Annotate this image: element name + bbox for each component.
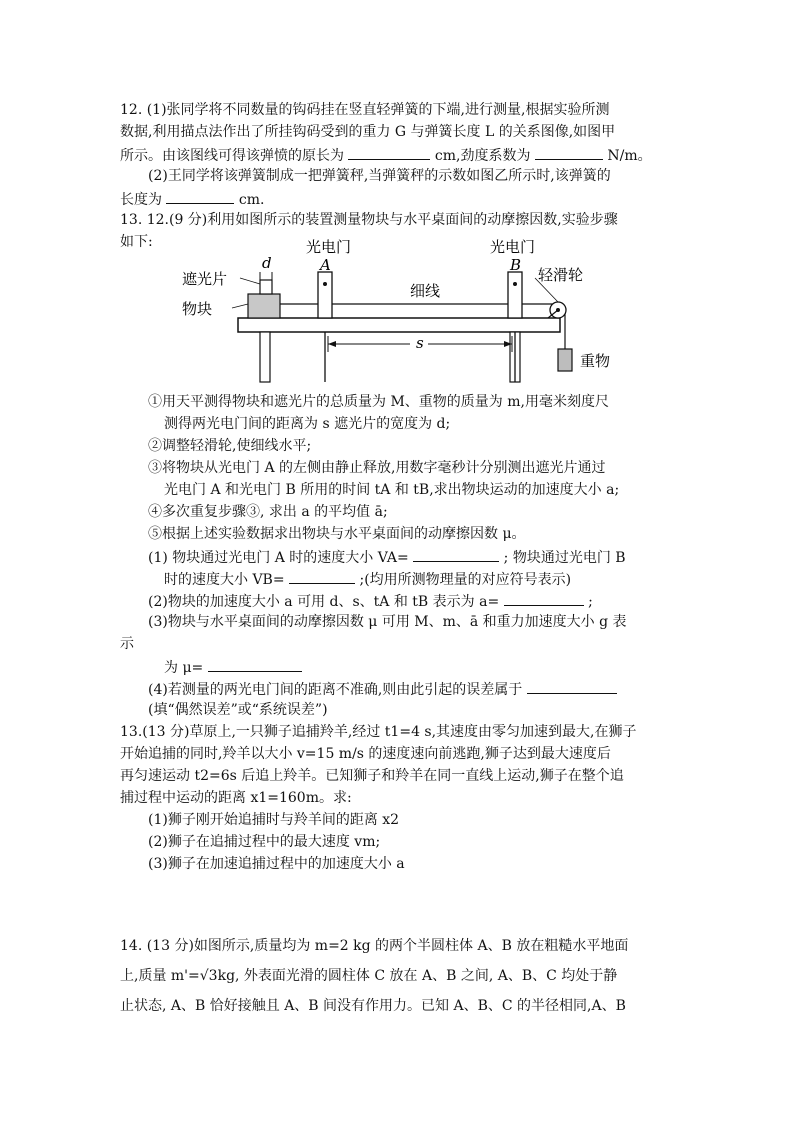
answer-blank [413,546,499,562]
q14-line-3: 止状态, A、B 恰好接触且 A、B 间没有作用力。已知 A、B、C 的半径相同,A、B [120,998,626,1014]
q13b-sub-1: (1)狮子刚开始追捕时与羚羊间的距离 x2 [148,812,400,828]
step-3b: 光电门 A 和光电门 B 所用的时间 tA 和 tB,求出物块运动的加速度大小 a; [164,482,620,498]
answer-blank [504,590,584,606]
q12-line-1: 12. (1)张同学将不同数量的钩码挂在竖直轻弹簧的下端,进行测量,根据实验所测 [120,102,610,118]
part-1-line-2 [164,568,571,590]
part-text: (2)物块的加速度大小 a 可用 d、s、tA 和 tB 表示为 a= [148,594,500,610]
q13b-sub-3: (3)狮子在加速追捕过程中的加速度大小 a [148,856,405,872]
table-leg [260,332,270,382]
q12-text: cm. [238,192,265,208]
step-4: ④多次重复步骤③, 求出 a 的平均值 ā; [148,504,388,520]
q13a-line-1: 13. 12.(9 分)利用如图所示的装置测量物块与水平桌面间的动摩擦因数,实验步骤 [120,212,618,228]
part-3-line-3 [164,656,302,678]
part-3-line-2: 示 [120,636,134,652]
photogate-a [318,272,332,318]
block-label: 物块 [182,300,213,318]
part-text: 时的速度大小 VB= [164,572,285,588]
answer-blank [527,678,617,694]
apparatus-figure [170,232,650,392]
part-text: (4)若测量的两光电门间的距离不准确,则由此引起的误差属于 [148,682,523,698]
step-1b: 测得两光电门间的距离为 s 遮光片的宽度为 d; [164,416,451,432]
q13b-line-4: 捕过程中运动的距离 x1=160m。求: [120,790,352,806]
width-d-label: d [262,254,272,272]
q14-line-1: 14. (13 分)如图所示,质量均为 m=2 kg 的两个半圆柱体 A、B 放在粗糙水平地面 [120,938,629,954]
q12-line-4: (2)王同学将该弹簧制成一把弹簧秤,当弹簧秤的示数如图乙所示时,该弹簧的 [148,168,611,184]
gate-a-label: A [320,256,331,274]
answer-blank [208,656,302,672]
q13b-line-2: 开始追捕的同时,羚羊以大小 v=15 m/s 的速度速向前逃跑,狮子达到最大速度后 [120,746,611,762]
part-text: ; 物块通过光电门 B [503,550,626,566]
q12-line-3 [120,144,652,166]
q13b-sub-2: (2)狮子在追捕过程中的最大速度 vm; [148,834,381,850]
answer-blank [535,144,603,160]
step-5: ⑤根据上述实验数据求出物块与水平桌面间的动摩擦因数 μ。 [148,526,526,542]
gate-label: 光电门 [490,238,536,256]
weight-label: 重物 [580,352,611,370]
part-4-line-2: (填“偶然误差”或“系统误差”) [148,702,328,718]
gate-b-label: B [510,256,522,274]
pulley-label: 轻滑轮 [538,266,584,284]
block [248,294,280,318]
q14-line-2: 上,质量 m'=√3kg, 外表面光滑的圆柱体 C 放在 A、B 之间, A、B、C 均处于静 [120,968,618,984]
part-text: ;(均用所测物理量的对应符号表示) [359,572,572,588]
part-4-line-1 [148,678,617,700]
q13b-line-3: 再匀速运动 t2=6s 后追上羚羊。已知狮子和羚羊在同一直线上运动,狮子在整个追 [120,768,624,784]
shade-plate [260,280,272,294]
part-text: (1) 物块通过光电门 A 时的速度大小 VA= [148,550,409,566]
q12-text: cm,劲度系数为 [434,148,531,164]
step-1a: ①用天平测得物块和遮光片的总质量为 M、重物的质量为 m,用毫米刻度尺 [148,394,609,410]
answer-blank [289,568,355,584]
q12-line-2: 数据,利用描点法作出了所挂钩码受到的重力 G 与弹簧长度 L 的关系图像,如图甲 [120,124,616,140]
string-label: 细线 [410,282,441,300]
q12-line-5 [120,188,264,210]
table-top [238,318,560,332]
part-text: 为 μ= [164,660,204,676]
step-3a: ③将物块从光电门 A 的左侧由静止释放,用数字毫秒计分别测出遮光片通过 [148,460,606,476]
part-1-line-1 [148,546,626,568]
photogate-b [508,272,522,318]
q13b-line-1: 13.(13 分)草原上,一只狮子追捕羚羊,经过 t1=4 s,其速度由零匀加速到最大,在狮子 [120,724,637,740]
answer-blank [348,144,430,160]
gate-label: 光电门 [306,238,352,256]
part-3-line-1: (3)物块与水平桌面间的动摩擦因数 μ 可用 M、m、ā 和重力加速度大小 g 表 [148,614,627,630]
shade-label: 遮光片 [182,270,228,288]
q13a-line-2: 如下: [120,234,153,250]
step-2: ②调整轻滑轮,使细线水平; [148,438,312,454]
hanging-weight [558,349,572,371]
distance-s-label: s [416,334,424,352]
q12-text: N/m。 [607,148,652,164]
q12-text: 所示。由该图线可得该弹愤的原长为 [120,148,344,164]
part-2 [148,590,593,612]
q12-text: 长度为 [120,192,162,208]
part-text: ; [588,594,593,610]
answer-blank [166,188,234,204]
